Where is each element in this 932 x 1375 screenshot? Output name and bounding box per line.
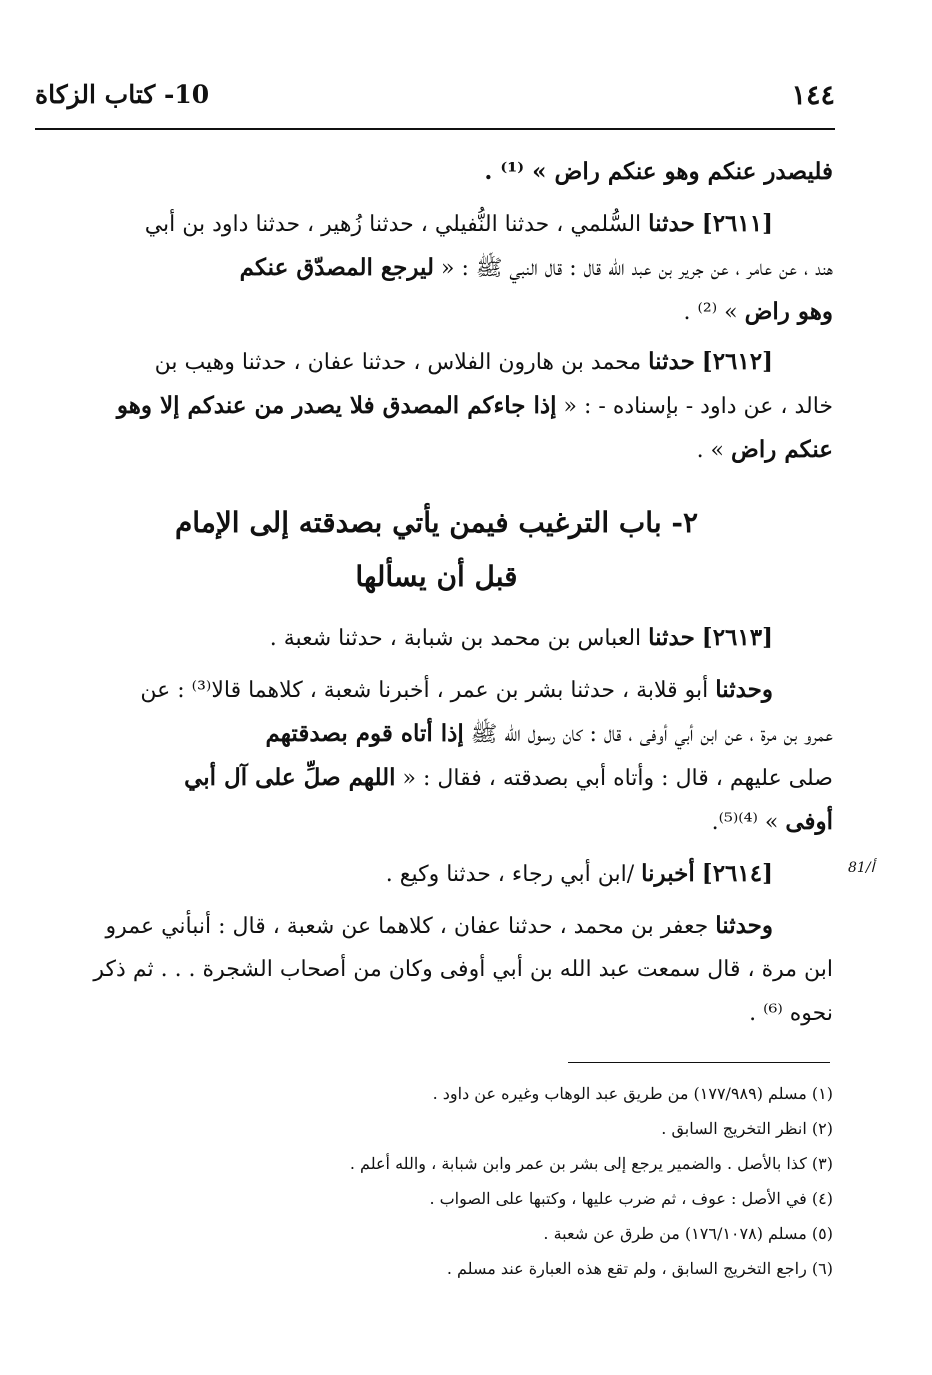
continuation-paragraph [40, 150, 833, 194]
hadith-text: عمرو بن مرة ، عن ابن أبي أوفى ، قال : كان رسول الله ﷺ [470, 722, 833, 747]
hadith-text: » ⁽⁴⁾⁽⁵⁾. [711, 810, 779, 835]
hadith-2613-second-chain [40, 668, 833, 844]
footnote: (٥) مسلم (١٧٦/١٠٧٨) من طرق عن شعبة . [543, 1224, 833, 1243]
footnotes [40, 1076, 833, 1286]
hadith-matn: ليرجع المصدّق عنكم [239, 254, 434, 281]
chapter-subtitle: قبل أن يسألها [355, 560, 518, 593]
hadith-number: [٢٦١٤] [701, 860, 773, 887]
hadith-text: » ⁽²⁾ . [683, 300, 738, 325]
hadith-text: جعفر بن محمد ، حدثنا عفان ، كلاهما عن شعبة ، قال : أنبأني عمرو [105, 914, 709, 939]
hadith-2613 [40, 616, 833, 660]
hadith-text: » . [696, 438, 725, 463]
hadith-matn: إذا جاءكم المصدق فلا يصدر من عندكم إلا وهو [116, 392, 557, 419]
book-title: 10- كتاب الزكاة [35, 80, 210, 109]
hadith-number: [٢٦١٣] [701, 624, 773, 651]
footnote: (٦) راجع التخريج السابق ، ولم تقع هذه العبارة عند مسلم . [446, 1259, 833, 1278]
footnote: (٢) انظر التخريج السابق . [661, 1119, 833, 1138]
hadith-2614 [40, 852, 833, 896]
continuation-text: فليصدر عنكم وهو عنكم راض » ⁽¹⁾ . [484, 158, 833, 185]
hadith-lead: حدثنا [648, 210, 695, 237]
hadith-text: أبو قلابة ، حدثنا بشر بن عمر ، أخبرنا شعبة ، كلاهما قالا⁽³⁾ : عن [140, 678, 709, 703]
footnote: (٣) كذا بالأصل . والضمير يرجع إلى بشر بن عمر وابن شبابة ، والله أعلم . [349, 1154, 833, 1173]
hadith-lead: حدثنا [648, 348, 695, 375]
chapter-heading [40, 496, 833, 604]
footnote: (٤) في الأصل : عوف ، ثم ضرب عليها ، وكتبها على الصواب . [429, 1189, 833, 1208]
hadith-lead: أخبرنا [641, 860, 695, 887]
hadith-text: خالد ، عن داود - بإسناده - : « [563, 394, 833, 419]
hadith-2611 [40, 202, 833, 334]
hadith-2612 [40, 340, 833, 472]
hadith-matn: إذا أتاه قوم بصدقتهم [265, 720, 464, 747]
hadith-text: العباس بن محمد بن شبابة ، حدثنا شعبة . [269, 626, 642, 651]
footnote-divider [568, 1062, 830, 1063]
hadith-number: [٢٦١١] [701, 210, 773, 237]
chapter-title: ٢- باب الترغيب فيمن يأتي بصدقته إلى الإمام [174, 506, 699, 539]
footnote: (١) مسلم (١٧٧/٩٨٩) من طريق عبد الوهاب وغيره عن داود . [432, 1084, 833, 1103]
hadith-text: هند ، عن عامر ، عن جرير بن عبد الله قال : قال النبي ﷺ : « [440, 256, 833, 281]
hadith-text: /ابن أبي رجاء ، حدثنا وكيع . [385, 862, 635, 887]
hadith-matn: عنكم راض [731, 436, 833, 463]
page-number: ١٤٤ [791, 80, 835, 111]
hadith-matn: أوفى [785, 808, 833, 835]
hadith-2614-second-chain [40, 904, 833, 1036]
hadith-text: السُّلمي ، حدثنا النُّفيلي ، حدثنا زُهير ، حدثنا داود بن أبي [144, 212, 642, 237]
hadith-text: محمد بن هارون الفلاس ، حدثنا عفان ، حدثنا وهيب بن [154, 350, 642, 375]
hadith-lead: وحدثنا [715, 912, 773, 939]
hadith-text: نحوه ⁽⁶⁾ . [749, 1001, 833, 1026]
header-divider [35, 128, 835, 130]
hadith-number: [٢٦١٢] [701, 348, 773, 375]
hadith-lead: حدثنا [648, 624, 695, 651]
manuscript-folio-note: 81/أ [848, 860, 875, 876]
hadith-text: صلى عليهم ، قال : وأتاه أبي بصدقته ، فقال : « [402, 766, 833, 791]
hadith-matn: وهو راض [744, 298, 833, 325]
hadith-text: ابن مرة ، قال سمعت عبد الله بن أبي أوفى وكان من أصحاب الشجرة . . . ثم ذكر [93, 957, 833, 982]
page-header [35, 76, 835, 120]
hadith-lead: وحدثنا [715, 676, 773, 703]
hadith-matn: اللهم صلِّ على آل أبي [184, 764, 396, 791]
